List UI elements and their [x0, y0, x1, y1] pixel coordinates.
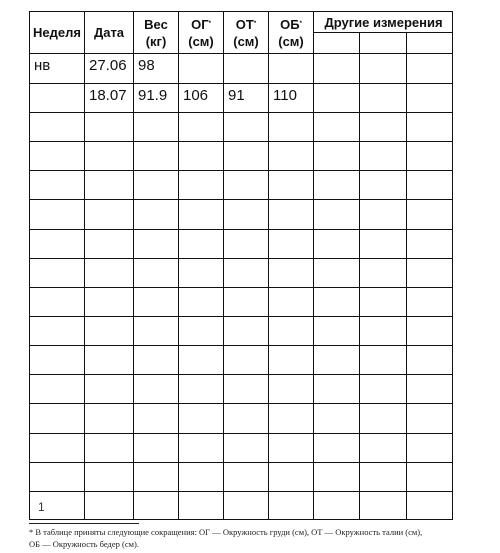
cell-other [359, 374, 406, 403]
cell-other [359, 170, 406, 199]
cell-other [406, 287, 453, 316]
cell-ob [268, 316, 313, 345]
cell-og [178, 345, 223, 374]
cell-weight [133, 53, 178, 83]
cell-weight [133, 403, 178, 432]
cell-date [84, 491, 133, 520]
cell-week [29, 287, 84, 316]
cell-weight [133, 433, 178, 462]
cell-other [359, 316, 406, 345]
cell-other [313, 141, 359, 170]
cell-date-value: 27.06 [89, 57, 127, 74]
header-og-unit: (см) [188, 33, 214, 49]
header-weight-unit: (кг) [145, 33, 167, 49]
cell-weight [133, 199, 178, 228]
cell-other [359, 141, 406, 170]
cell-og [178, 433, 223, 462]
header-ob [268, 11, 313, 53]
cell-ob [268, 199, 313, 228]
cell-other [313, 229, 359, 258]
header-ot-name [236, 16, 256, 33]
cell-ob [268, 141, 313, 170]
cell-week [29, 229, 84, 258]
cell-other [406, 491, 453, 520]
cell-date [84, 141, 133, 170]
header-ob-text: ОБ [280, 16, 300, 32]
header-ob-name [280, 16, 302, 33]
cell-week [29, 112, 84, 141]
cell-date [84, 462, 133, 491]
cell-ob [268, 491, 313, 520]
cell-weight [133, 170, 178, 199]
cell-week [29, 374, 84, 403]
cell-date [84, 316, 133, 345]
cell-weight-value: 98 [138, 57, 155, 74]
cell-og [178, 199, 223, 228]
cell-date [84, 258, 133, 287]
cell-other [406, 199, 453, 228]
cell-other [359, 287, 406, 316]
cell-ot [223, 53, 268, 83]
cell-date [84, 433, 133, 462]
cell-ot [223, 112, 268, 141]
cell-ob [268, 170, 313, 199]
cell-week-value: нв [34, 57, 51, 74]
header-date [84, 11, 133, 53]
cell-weight [133, 287, 178, 316]
cell-og [178, 53, 223, 83]
cell-week [29, 403, 84, 432]
cell-other [406, 112, 453, 141]
header-weight-name [144, 16, 168, 33]
cell-week [29, 258, 84, 287]
cell-other [313, 53, 359, 83]
cell-date [84, 53, 133, 83]
cell-weight [133, 491, 178, 520]
header-week [29, 11, 84, 53]
header-weight [133, 11, 178, 53]
cell-weight [133, 258, 178, 287]
cell-other [359, 229, 406, 258]
cell-week [29, 83, 84, 112]
cell-og [178, 287, 223, 316]
cell-ob [268, 374, 313, 403]
header-other-subcol [359, 32, 406, 53]
cell-weight [133, 229, 178, 258]
cell-ot [223, 433, 268, 462]
cell-weight [133, 345, 178, 374]
cell-other [406, 374, 453, 403]
cell-og [178, 462, 223, 491]
cell-ot [223, 199, 268, 228]
cell-week-value: 1 [38, 500, 45, 515]
header-ot-unit: (см) [233, 33, 259, 49]
header-ot-text: ОТ [235, 16, 254, 32]
cell-other [313, 199, 359, 228]
cell-other [359, 199, 406, 228]
header-other-label: Другие измерения [324, 14, 443, 30]
asterisk-mark: * [299, 20, 302, 27]
cell-ob [268, 112, 313, 141]
cell-other [406, 170, 453, 199]
header-other [313, 11, 453, 32]
cell-og [178, 83, 223, 112]
cell-ob [268, 229, 313, 258]
cell-other [406, 53, 453, 83]
cell-other [313, 433, 359, 462]
cell-other [313, 491, 359, 520]
cell-date [84, 287, 133, 316]
cell-other [359, 112, 406, 141]
cell-date [84, 229, 133, 258]
cell-other [313, 170, 359, 199]
cell-other [406, 433, 453, 462]
header-og-text: ОГ [191, 16, 209, 32]
cell-og [178, 141, 223, 170]
cell-other [359, 345, 406, 374]
header-ot [223, 11, 268, 53]
cell-ot [223, 141, 268, 170]
cell-ob [268, 83, 313, 112]
cell-og [178, 170, 223, 199]
cell-ot [223, 83, 268, 112]
cell-ot [223, 170, 268, 199]
cell-og [178, 403, 223, 432]
cell-weight [133, 462, 178, 491]
cell-ot [223, 403, 268, 432]
cell-other [313, 287, 359, 316]
cell-other [406, 462, 453, 491]
cell-ot [223, 316, 268, 345]
cell-other [406, 229, 453, 258]
cell-other [359, 403, 406, 432]
cell-other [313, 316, 359, 345]
footnote-line-1: * В таблице приняты следующие сокращения: ОГ — Окружность груди (см), ОТ — Окружность талии (см), [29, 527, 423, 537]
cell-ot [223, 258, 268, 287]
cell-date [84, 112, 133, 141]
cell-other [359, 462, 406, 491]
cell-og [178, 112, 223, 141]
header-week-label: Неделя [33, 25, 81, 40]
cell-other [359, 433, 406, 462]
footnote-rule [29, 523, 139, 524]
footnote [29, 526, 489, 550]
cell-ob [268, 287, 313, 316]
cell-ot [223, 345, 268, 374]
asterisk-mark: * [253, 20, 257, 27]
cell-week [29, 170, 84, 199]
cell-weight-value: 91.9 [138, 87, 168, 104]
header-weight-text: Вес [144, 16, 168, 32]
cell-og [178, 491, 223, 520]
cell-ob [268, 53, 313, 83]
measurements-table [29, 11, 453, 520]
cell-week [29, 491, 84, 520]
header-og [178, 11, 223, 53]
cell-og-value: 106 [183, 87, 209, 104]
header-ob-unit: (см) [278, 33, 304, 49]
cell-other [359, 83, 406, 112]
cell-weight [133, 316, 178, 345]
cell-other [313, 345, 359, 374]
cell-ot-value: 91 [228, 87, 245, 104]
cell-week [29, 141, 84, 170]
cell-other [359, 258, 406, 287]
cell-other [359, 491, 406, 520]
cell-ob [268, 462, 313, 491]
cell-ob-value: 110 [273, 87, 297, 104]
cell-date [84, 345, 133, 374]
cell-other [313, 83, 359, 112]
cell-other [406, 141, 453, 170]
cell-other [406, 258, 453, 287]
cell-ob [268, 433, 313, 462]
cell-week [29, 462, 84, 491]
cell-date-value: 18.07 [89, 87, 127, 104]
cell-week [29, 433, 84, 462]
cell-week [29, 53, 84, 83]
cell-weight [133, 141, 178, 170]
cell-other [313, 112, 359, 141]
cell-week [29, 316, 84, 345]
cell-og [178, 374, 223, 403]
asterisk-mark: * [208, 20, 211, 27]
cell-ot [223, 229, 268, 258]
cell-weight [133, 83, 178, 112]
header-date-label: Дата [93, 25, 125, 40]
cell-weight [133, 112, 178, 141]
cell-other [359, 53, 406, 83]
cell-og [178, 316, 223, 345]
cell-week [29, 199, 84, 228]
cell-weight [133, 374, 178, 403]
cell-ot [223, 491, 268, 520]
footnote-line-2: ОБ — Окружность бедер (см). [29, 539, 139, 549]
cell-date [84, 199, 133, 228]
cell-other [406, 316, 453, 345]
cell-ob [268, 258, 313, 287]
cell-ob [268, 403, 313, 432]
header-other-subcol [313, 32, 359, 53]
cell-other [313, 258, 359, 287]
cell-other [313, 403, 359, 432]
cell-date [84, 403, 133, 432]
cell-other [406, 345, 453, 374]
header-other-subcol [406, 32, 453, 53]
cell-ob [268, 345, 313, 374]
cell-ot [223, 287, 268, 316]
cell-ot [223, 462, 268, 491]
cell-date [84, 83, 133, 112]
cell-date [84, 170, 133, 199]
header-og-name [191, 16, 211, 33]
cell-other [313, 374, 359, 403]
cell-og [178, 258, 223, 287]
cell-ot [223, 374, 268, 403]
cell-date [84, 374, 133, 403]
cell-week [29, 345, 84, 374]
cell-og [178, 229, 223, 258]
cell-other [406, 83, 453, 112]
cell-other [406, 403, 453, 432]
cell-other [313, 462, 359, 491]
